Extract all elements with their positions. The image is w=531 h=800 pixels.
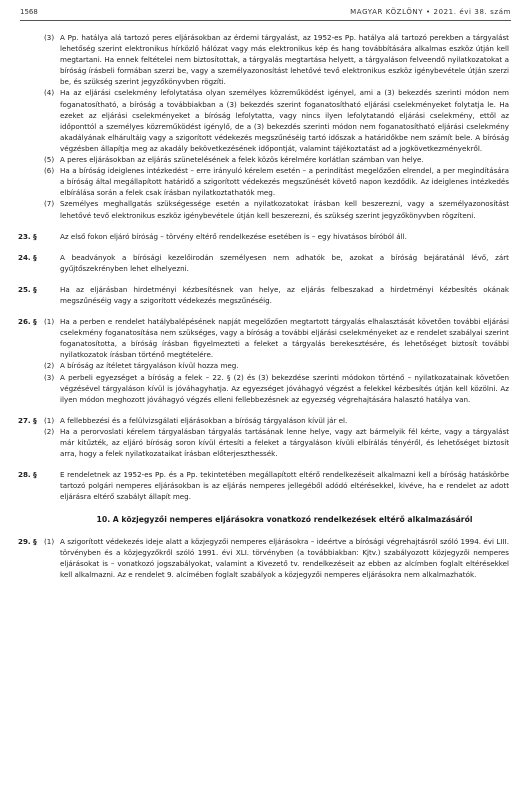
paragraph-text: A fellebbezési és a felülvizsgálati eljárásokban a bíróság tárgyaláson kívül jár el. [60, 415, 348, 425]
section [20, 415, 509, 426]
paragraph-text: A bíróság az ítéletet tárgyaláson kívül hozza meg. [60, 361, 239, 371]
section-number: 29. § [18, 536, 37, 546]
paragraph-text: A szigorított védekezés ideje alatt a közjegyzői nemperes eljárásokra – ideértve a bírósági végrehajtásról szóló 1994. évi LIII. törvényben és a közjegyzőkről szóló 1991. évi XLI. törvényben (a továbbiakban: Kjtv.) szabályozott közjegyzői nemperes eljárásokat is – vonatkozó jogszabályokat, valamint a Kivezető tv. rendelkezéseit az ebben az alcímben foglalt eltérésekkel kell alkalmazni. Az e rendelet 9. alcímében foglalt szabályok a közjegyzői nemperes eljárásokra nem alkalmazhatók. [60, 536, 509, 579]
paragraph-text: Ha a perorvoslati kérelem tárgyalásban tárgyalás tartásának lenne helye, vagy azt bármelyik fél kérte, vagy a tárgyalást már kitűzték, az eljáró bíróság soron kívül értesíti a feleket a tárgyaláson kívüli elbírálás tényéről, és lehetőséget biztosít arra, hogy a felek nyilatkozataikat írásban előterjeszthessék. [60, 426, 509, 459]
section [20, 231, 509, 242]
paragraph-number: (5) [44, 155, 55, 165]
paragraph-number: (6) [44, 166, 55, 176]
paragraph-text: A beadványok a bírósági kezelőirodán személyesen nem adhatók be, azokat a bíróság bejáratánál lévő, zárt gyűjtőszekrényben lehet elhelyezni. [60, 252, 509, 273]
paragraph-text: Ha az eljárásban hirdetményi kézbesítésnek van helye, az eljárás felbeszakad a hirdetményi kézbesítés okának megszűnéséig vagy a szigorított védekezés megszűnéséig. [60, 284, 509, 305]
page-number: 1568 [20, 8, 38, 16]
paragraph-number: (2) [44, 361, 55, 371]
paragraph [20, 372, 509, 405]
paragraph-text: Ha a perben e rendelet hatálybalépésének napját megelőzően megtartott tárgyalás elhalasztását követően további eljárási cselekmény foganatosítása nem szükséges, vagy a bíróság a további eljárási cselekményeket az e rendelet szabályai szerint foganatosította, a bíróság írásban figyelmezteti a feleket a tárgyalás berekesztésére, és lehetőséget biztosít további nyilatkozatok írásban történő megtételére. [60, 317, 509, 360]
paragraph-text: E rendeletnek az 1952-es Pp. és a Pp. tekintetében megállapított eltérő rendelkezéseit alkalmazni kell a bíróság hatáskörbe tartozó polgári nemperes eljárásokban is az eljárás nemperes jellegéből adódó eltérésekkel, kivéve, ha e rendelet az adott eljárásra eltérő szabályt állapít meg. [60, 470, 509, 502]
paragraph [20, 360, 509, 371]
journal-title: MAGYAR KÖZLÖNY • 2021. évi 38. szám [350, 8, 511, 16]
paragraph [20, 87, 509, 154]
paragraph [20, 426, 509, 459]
paragraph-number: (1) [44, 415, 55, 425]
paragraph-text: A Pp. hatálya alá tartozó peres eljárásokban az érdemi tárgyalást, az 1952-es Pp. hatálya alá tartozó perekben a tárgyalást lehetőség szerint elektronikus hírközlő hálózat vagy más elektronikus kép és hang továbbítására alkalmas eszköz útján kell megtartani. Ha ennek feltételei nem biztosítottak, a tárgyalás megtartása helyett, a tárgyaláson felveendő nyilatkozatokat a bíróság írásbeli formában szerzi be, vagy a személyazonosítást lehetővé tevő elektronikus eszköz igénybevétele útján szerzi be, és szükség szerint jegyzőkönyvben rögzíti. [60, 33, 509, 87]
paragraph-text: Ha az eljárási cselekmény lefolytatása olyan személyes közreműködést igényel, ami a (3) bekezdés szerinti módon nem foganatosítható, a bíróság a továbbiakban a (3) bekezdés szerint foganatosítható eljárási cselekményeket folytatja le. Ha ezeket az eljárási cselekményeket a bíróság lefolytatta, vagy nincs ilyen lefolytatandó eljárási cselekmény, ettől az időponttól a személyes közreműködést igénylő, de a (3) bekezdés szerinti módon nem foganatosítható eljárási cselekmény akadályának elhárultáig vagy a szigorított védekezés megszűnéséig tartó időszak a határidőkbe nem számít bele. A bíróság végzésben állapítja meg az akadály bekövetkezésének időpontját, valamint tájékoztatást ad a jogkövetkezményekről. [60, 88, 509, 153]
paragraph-text: Személyes meghallgatás szükségessége esetén a nyilatkozatokat írásban kell beszerezni, vagy a személyazonosítást lehetővé tevő elektronikus eszköz igénybevétele útján kell beszerezni, és szükség szerint jegyzőkönyvben rögzíteni. [60, 199, 509, 220]
paragraph [20, 154, 509, 165]
page-header [20, 6, 511, 20]
paragraph-number: (3) [44, 33, 55, 42]
paragraph-number: (3) [44, 372, 55, 382]
section [20, 252, 509, 274]
section [20, 536, 509, 580]
section-number: 25. § [18, 284, 37, 294]
section-number: 24. § [18, 252, 37, 262]
paragraph-number: (1) [44, 536, 55, 546]
paragraph [20, 32, 509, 87]
section-number: 26. § [18, 317, 37, 327]
paragraph-number: (1) [44, 317, 55, 327]
paragraph-text: Az első fokon eljáró bíróság – törvény eltérő rendelkezése esetében is – egy hivatásos bíróból áll. [60, 231, 407, 241]
section-number: 23. § [18, 231, 37, 241]
section-number: 28. § [18, 470, 37, 480]
paragraph-text: A peres eljárásokban az eljárás szünetelésének a felek közös kérelmére korlátlan számban van helye. [60, 155, 424, 165]
paragraph-text: Ha a bíróság ideiglenes intézkedést – erre irányuló kérelem esetén – a perindítást megelőzően elrendel, a per megindítására a bíróság által megállapított határidő a szigorított védekezés megszűnését követő napon kezdődik. Az ideiglenes intézkedés elbírálása során a felek csak írásban nyilatkoztathatók meg. [60, 166, 509, 198]
section [20, 316, 509, 360]
header-divider [20, 20, 511, 21]
paragraph-number: (7) [44, 199, 55, 209]
section [20, 284, 509, 306]
chapter-heading: 10. A közjegyzői nemperes eljárásokra vonatkozó rendelkezések eltérő alkalmazásáról [96, 515, 473, 525]
paragraph [20, 198, 509, 220]
section [20, 469, 509, 502]
document-body [20, 32, 509, 580]
paragraph-text: A perbeli egyezséget a bíróság a felek – 22. § (2) és (3) bekezdése szerinti módokon történő – nyilatkozatainak követően végzésével tárgyaláson kívül is jóváhagyhatja. Az egyezséget jóváhagyó végzést a felekkel kézbesítés útján kell közölni. Az ilyen módon meghozott jóváhagyó végzés elleni fellebbezésnek az egyezség végrehajtására halasztó hatálya van. [60, 372, 509, 404]
paragraph-number: (2) [44, 426, 55, 436]
paragraph-number: (4) [44, 88, 55, 98]
section-number: 27. § [18, 415, 37, 425]
paragraph [20, 165, 509, 198]
